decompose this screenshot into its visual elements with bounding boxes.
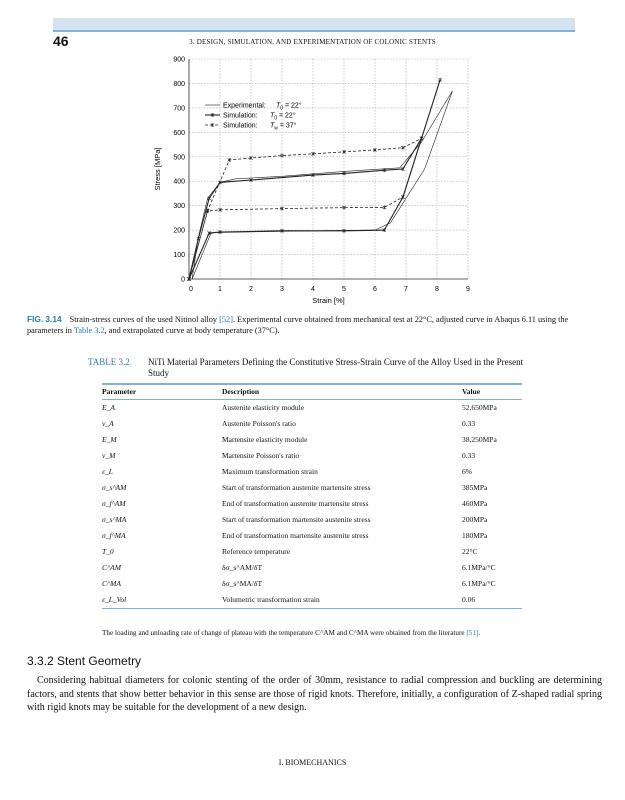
x-tick-label: 1 <box>218 286 222 293</box>
table-note <box>102 628 480 638</box>
value-cell: 22°C <box>462 547 478 556</box>
y-tick-label: 500 <box>173 154 185 162</box>
table-row <box>102 400 522 417</box>
column-header: Parameter <box>102 384 222 400</box>
value-cell: 0.33 <box>462 451 476 460</box>
x-tick-label: 6 <box>373 286 377 293</box>
table-row <box>102 512 522 528</box>
data-marker <box>208 196 211 200</box>
description-cell: Austenite Poisson's ratio <box>222 419 296 428</box>
body-paragraph: Considering habitual diameters for colonic stenting of the order of 30mm, resistance to radial compression and buckling are determining factors, and stents that show better behavior in this sense are those of rigid knots. Therefore, initially, a configuration of Z-shaped radial spring with rigid knots may be suitable for the development of a new design. <box>27 675 602 713</box>
table-row <box>102 432 522 448</box>
description-cell: End of transformation martensite austenite stress <box>222 531 369 540</box>
running-head: 3. DESIGN, SIMULATION, AND EXPERIMENTATION OF COLONIC STENTS <box>189 38 436 46</box>
data-marker <box>401 195 404 199</box>
value-cell: 52,650MPa <box>462 403 497 412</box>
table-row <box>102 560 522 576</box>
parameter-cell: ε_L <box>102 467 113 476</box>
value-cell: 460MPa <box>462 499 488 508</box>
parameter-cell: σ_f^MA <box>102 531 126 540</box>
caption-text: Strain-stress curves of the used Nitinol alloy <box>69 315 220 324</box>
y-tick-label: 100 <box>173 252 185 260</box>
description-cell: Reference temperature <box>222 547 291 556</box>
y-tick-label: 600 <box>173 129 185 137</box>
parameters-table <box>102 383 522 609</box>
parameter-cell: ε_L_Vol <box>102 592 222 609</box>
parameter-cell: ν_A <box>102 419 114 428</box>
parameter-cell: C^AM <box>102 563 121 572</box>
column-header: Value <box>462 384 522 400</box>
parameter-cell: C^MA <box>102 579 121 588</box>
value-cell: 0.06 <box>462 592 522 609</box>
description-cell: Start of transformation martensite austenite stress <box>222 515 371 524</box>
section-heading: 3.3.2 Stent Geometry <box>27 654 142 668</box>
table-row <box>102 416 522 432</box>
parameter-cell: σ_f^AM <box>102 499 126 508</box>
description-cell: Martensite Poisson's ratio <box>222 451 300 460</box>
description-cell: Austenite elasticity module <box>222 403 305 412</box>
table-link[interactable]: Table 3.2 <box>73 326 105 335</box>
description-cell: End of transformation austenite martensite stress <box>222 499 369 508</box>
table-row <box>102 496 522 512</box>
value-cell: 0.33 <box>462 419 476 428</box>
legend-label: Simulation: $T_w = 37^\circ$ <box>223 122 297 132</box>
x-tick-label: 5 <box>342 286 346 293</box>
x-tick-label: 7 <box>404 286 408 293</box>
x-tick-label: 2 <box>249 286 253 293</box>
table-row <box>102 480 522 496</box>
table-row <box>102 592 522 609</box>
x-tick-label: 3 <box>280 286 284 293</box>
caption-text: , and extrapolated curve at body temperature (37°C). <box>104 326 280 335</box>
table-row <box>102 464 522 480</box>
y-tick-label: 900 <box>173 56 185 64</box>
legend-label: Simulation: $T_0 = 22^\circ$ <box>223 112 296 122</box>
figure-caption <box>27 314 602 336</box>
table-label: TABLE 3.2 <box>88 357 130 367</box>
note-end: . <box>478 629 481 637</box>
data-marker <box>420 137 423 141</box>
table-row <box>102 576 522 592</box>
legend-label: Experimental: $T_0 = 22^\circ$ <box>223 102 302 112</box>
parameter-cell: σ_s^AM <box>102 483 127 492</box>
parameter-cell: T_0 <box>102 547 114 556</box>
series-line <box>189 138 422 279</box>
stress-strain-chart <box>0 0 625 310</box>
x-tick-label: 9 <box>466 286 470 293</box>
y-tick-label: 700 <box>173 105 185 113</box>
y-tick-label: 800 <box>173 80 185 88</box>
table-row <box>102 544 522 560</box>
data-marker <box>439 78 442 82</box>
x-tick-label: 8 <box>435 286 439 293</box>
value-cell: 6.1MPa/°C <box>462 579 496 588</box>
value-cell: 385MPa <box>462 483 488 492</box>
description-cell: Start of transformation austenite martensite stress <box>222 483 371 492</box>
ref-link[interactable]: [52] <box>219 315 233 324</box>
y-tick-label: 0 <box>181 276 185 284</box>
y-tick-label: 300 <box>173 203 185 211</box>
y-axis-label: Stress [MPa] <box>153 147 162 191</box>
value-cell: 200MPa <box>462 515 488 524</box>
parameter-cell: ν_M <box>102 451 116 460</box>
value-cell: 6% <box>462 467 472 476</box>
y-tick-label: 400 <box>173 178 185 186</box>
series-line <box>189 80 440 279</box>
x-tick-label: 0 <box>189 286 193 293</box>
ref-link[interactable]: [51] <box>466 629 479 637</box>
parameter-cell: σ_s^MA <box>102 515 127 524</box>
x-axis-label: Strain [%] <box>312 296 345 305</box>
figure-label: FIG. 3.14 <box>27 314 62 324</box>
header-row <box>102 384 522 400</box>
table-title: NiTi Material Parameters Defining the Constitutive Stress-Strain Curve of the Alloy Used in the Present Study <box>148 357 524 378</box>
footer: I. BIOMECHANICS <box>278 758 347 767</box>
value-cell: 6.1MPa/°C <box>462 563 496 572</box>
description-cell: δσ_s^AM/δT <box>222 563 263 572</box>
parameter-cell: E_M <box>102 435 117 444</box>
note-text: The loading and unloading rate of change of plateau with the temperature C^AM and C^MA were obtained from the literature <box>102 629 467 637</box>
description-cell: Maximum transformation strain <box>222 467 318 476</box>
table-row <box>102 528 522 544</box>
data-marker <box>383 205 386 209</box>
description-cell: δσ_s^MA/δT <box>222 579 263 588</box>
y-tick-label: 200 <box>173 227 185 235</box>
data-marker <box>206 209 209 213</box>
value-cell: 38,250MPa <box>462 435 497 444</box>
description-cell: Martensite elasticity module <box>222 435 308 444</box>
value-cell: 180MPa <box>462 531 488 540</box>
column-header: Description <box>222 384 462 400</box>
data-marker <box>401 146 404 150</box>
description-cell: Volumetric transformation strain <box>222 592 462 609</box>
table-caption <box>88 357 538 379</box>
parameter-cell: E_A <box>102 403 115 412</box>
caption-text: . Experimental curve obtained from mechanical test at 22°C, adjusted curve in Abaqus 6.11 using the parameters in <box>27 315 569 335</box>
x-tick-label: 4 <box>311 286 315 293</box>
table-row <box>102 448 522 464</box>
page-number: 46 <box>53 33 69 49</box>
